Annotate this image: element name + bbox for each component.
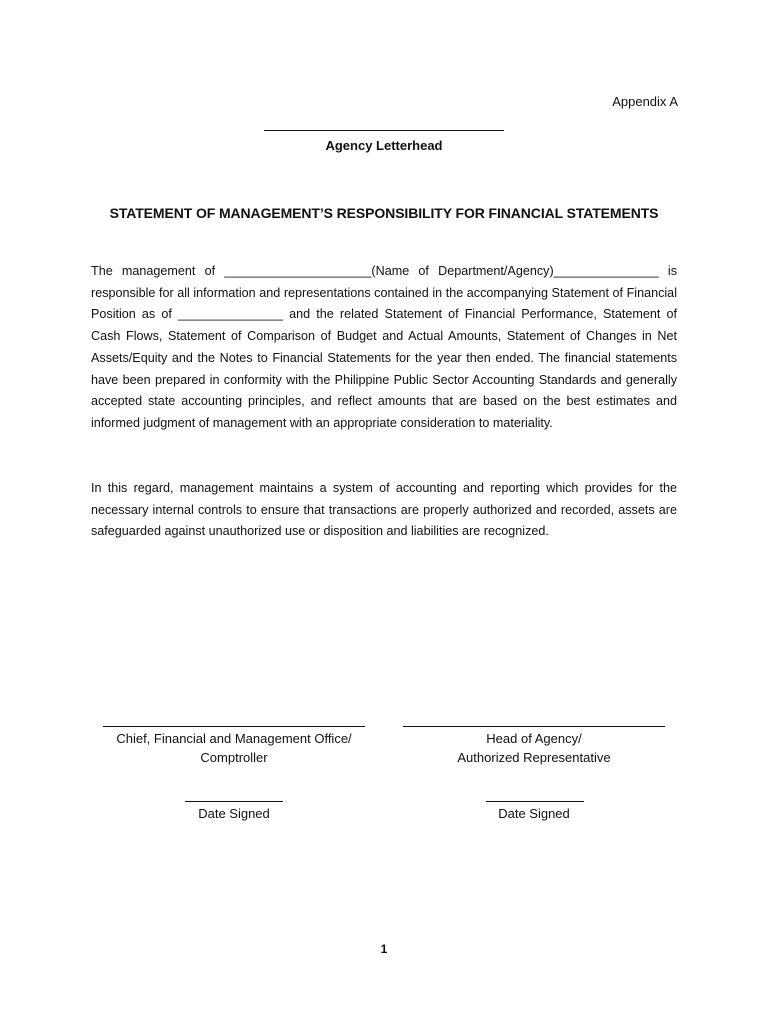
signatory-title-right [384,729,684,767]
signatory-title-left [84,729,384,767]
page-number: 1 [380,942,388,956]
date-line-right [486,801,584,802]
signatory-title-left-line2: Comptroller [200,750,268,765]
letterhead-label: Agency Letterhead [325,138,443,153]
document-title: STATEMENT OF MANAGEMENT’S RESPONSIBILITY FOR FINANCIAL STATEMENTS [109,205,659,221]
appendix-label: Appendix A [612,94,678,109]
signatory-title-right-line1: Head of Agency/ [486,731,582,746]
date-signed-right: Date Signed [498,806,570,821]
date-line-left [185,801,283,802]
signatory-title-left-line1: Chief, Financial and Management Office/ [116,731,352,746]
signature-line-left [103,726,365,727]
signatory-title-right-line2: Authorized Representative [457,750,611,765]
letterhead-line [264,130,504,131]
body-paragraph-1: The management of _____________________(Name of Department/Agency)_______________ is responsible for all information and representations contained in the accompanying Statement of Financial Position as of _______________ and the related Statement of Financial Performance, Statement of Cash Flows, Statement of Comparison of Budget and Actual Amounts, Statement of Changes in Net Assets/Equity and the Notes to Financial Statements for the year then ended. The financial statements have been prepared in conformity with the Philippine Public Sector Accounting Standards and generally accepted state accounting principles, and reflect amounts that are based on the best estimates and informed judgment of management with an appropriate consideration to materiality. [91,264,677,430]
date-signed-left: Date Signed [198,806,270,821]
signature-line-right [403,726,665,727]
body-paragraph-2: In this regard, management maintains a system of accounting and reporting which provides for the necessary internal controls to ensure that transactions are properly authorized and recorded, assets are safeguarded against unauthorized use or disposition and liabilities are recognized. [91,481,677,539]
